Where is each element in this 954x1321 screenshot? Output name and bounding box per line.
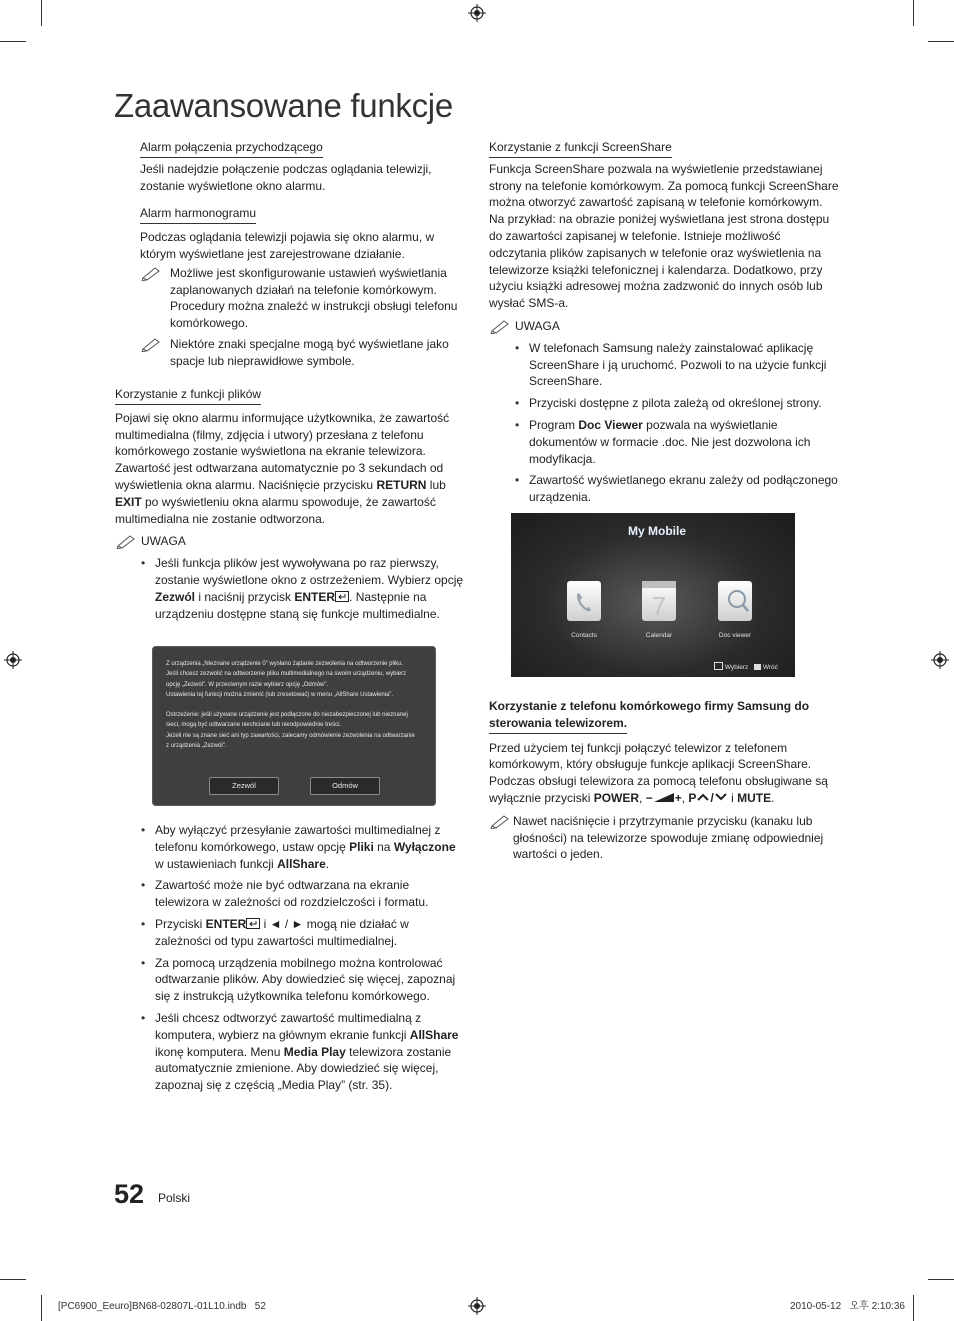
note-heading: UWAGA	[115, 533, 465, 550]
section-heading-alarm-schedule: Alarm harmonogramu	[140, 205, 256, 224]
svg-text:7: 7	[651, 591, 667, 621]
allow-button[interactable]: Zezwól	[209, 777, 279, 795]
section-heading-files: Korzystanie z funkcji plików	[115, 386, 261, 405]
list-item: • Program Doc Viewer pozwala na wyświetlanie dokumentów w formacie .doc. Nie jest dozwolona ich modyfikacja.	[489, 417, 839, 467]
list-item: • Zawartość może nie być odtwarzana na ekranie telewizora w zależności od rozdzielczości i formatu.	[115, 877, 465, 911]
permission-dialog	[152, 646, 436, 806]
right-column	[489, 139, 839, 511]
section-heading-control: Korzystanie z telefonu komórkowego firmy Samsung do sterowania telewizorem.	[489, 698, 839, 734]
screenshare-text: Funkcja ScreenShare pozwala na wyświetlenie przedstawianej strony na telefonie komórkowym. Za pomocą funkcji ScreenShare można otworzyć zawartość zapisaną w telefonie komórkowym. Na przykład: na obrazie poniżej wyświetlana jest strona dostępu do zawartości zapisanej w telefonie. Istnieje możliwość odczytania plików zapisanych w telefonie oraz wyświetlenia na telewizorze książki telefonicznej i kalendarza. Dodatkowo, przy użyciu książki adresowej można zadzwonić do innych osób lub wysłać SMS-a.	[489, 161, 839, 311]
list-item: • Przyciski dostępne z pilota zależą od określonej strony.	[489, 395, 839, 412]
note-text: Nawet naciśnięcie i przytrzymanie przycisku (kanaku lub głośności) na telewizorze spowoduje zmianę odpowiedniej wartości o jeden.	[513, 813, 824, 862]
crop-mark	[0, 1279, 26, 1280]
my-mobile-title: My Mobile	[628, 524, 687, 538]
print-date: 2010-05-12 오후 2:10:36	[790, 1301, 905, 1312]
doc-viewer-app[interactable]	[718, 581, 752, 621]
registration-mark-icon	[468, 1297, 486, 1315]
bullet-list	[115, 555, 465, 622]
back-hint: Wróć	[754, 660, 778, 677]
crop-mark	[913, 1295, 914, 1321]
list-item: • Zawartość wyświetlanego ekranu zależy od podłączonego urządzenia.	[489, 472, 839, 506]
alarm-call-text: Jeśli nadejdzie połączenie podczas oglądania telewizji, zostanie wyświetlone okno alarmu.	[140, 161, 432, 193]
volume-icon	[653, 792, 675, 803]
bullet-list	[489, 340, 839, 506]
list-item: • Przyciski ENTER i ◄ / ► mogą nie działać w zależności od typu zawartości multimedialnej.	[115, 916, 465, 950]
right-column-control	[489, 698, 839, 863]
list-item: • Za pomocą urządzenia mobilnego można kontrolować odtwarzanie plików. Aby dowiedzieć się więcej, zapoznaj się z instrukcją użytkownika telefonu komórkowego.	[115, 955, 465, 1005]
magnifier-icon	[718, 581, 752, 621]
note	[140, 336, 465, 370]
return-icon	[754, 664, 761, 670]
print-file-info: [PC6900_Eeuro]BN68-02807L-01L10.indb 52	[58, 1301, 266, 1312]
crop-mark	[41, 1295, 42, 1321]
note	[489, 813, 839, 863]
chevron-up-icon	[696, 792, 710, 802]
pen-note-icon	[489, 813, 511, 829]
control-text: Przed użyciem tej funkcji połączyć telewizor z telefonem komórkowym, który obsługuje funkcje aplikacji ScreenShare. Podczas obsługi telewizora za pomocą telefonu obsługiwane są wyłącznie przyciski POWER, − +, P / i MUTE.	[489, 740, 828, 805]
registration-mark-icon	[468, 4, 486, 22]
note	[140, 265, 465, 332]
dialog-message: Z urządzenia „Nieznane urządzenie 0” wysłano żądanie zezwolenia na odtworzenie pliku. Jeśli chcesz zezwolić na odtworzenie pliku multimedialnego na swoim urządzeniu, wybierz opcję „Zezwól”. W przeciwnym razie wybierz opcję „Odmów”. Ustawienia tej funkcji można zmienić (lub zresetować) w menu „AllShare Ustawienia”. Ostrzeżenie: jeśli używane urządzenie jest podłączone do niezabezpieczonej lub nieznanej sieci, mogą być odtwarzane niechciane lub nieodpowiednie treści. Jeżeli nie są znane sieć ani typ zawartości, zalecamy odmówienie zezwolenia na odtwarzanie z urządzenia „Zezwól”.	[166, 661, 415, 750]
left-column-files	[115, 386, 465, 627]
left-column	[140, 139, 465, 370]
files-text: Pojawi się okno alarmu informujące użytkownika, że zawartość multimedialna (filmy, zdjęcia i utwory) przesłana z telefonu komórkowego zostanie wyświetlona na ekranie telewizora. Zawartość jest odtwarzana automatycznie po 3 sekundach od wyświetlenia okna alarmu. Naciśnięcie przycisku RETURN lub EXIT po wyświetleniu okna alarmu spowoduje, że zawartość multimedialna nie zostanie odtworzona.	[115, 410, 450, 526]
list-item: • Jeśli chcesz odtworzyć zawartość multimedialną z komputera, wybierz na głównym ekranie funkcji AllShare ikonę komputera. Menu Media Play telewizora zostanie automatycznie zmienione. Aby dowiedzieć się więcej, zapoznaj się z częścią „Media Play” (str. 35).	[115, 1010, 465, 1094]
enter-icon	[246, 918, 260, 929]
registration-mark-icon	[4, 651, 22, 669]
pen-note-icon	[489, 318, 511, 334]
language-label: Polski	[158, 1191, 191, 1205]
list-item: • W telefonach Samsung należy zainstalować aplikację ScreenShare i ją uruchomć. Pozwoli to na użycie funkcji ScreenShare.	[489, 340, 839, 390]
crop-mark	[913, 0, 914, 26]
crop-mark	[41, 0, 42, 26]
bullet-list	[115, 822, 465, 1094]
section-heading-screenshare: Korzystanie z funkcji ScreenShare	[489, 139, 672, 158]
enter-icon	[335, 591, 349, 602]
chevron-down-icon	[714, 792, 728, 802]
pen-note-icon	[140, 265, 162, 281]
pen-note-icon	[140, 336, 162, 352]
select-hint: Wybierz	[714, 660, 748, 677]
doc-viewer-label: Doc viewer	[718, 632, 752, 639]
list-item: • Aby wyłączyć przesyłanie zawartości multimedialnej z telefonu komórkowego, ustaw opcję Pliki na Wyłączone w ustawieniach funkcji AllShare.	[115, 822, 465, 872]
enter-icon	[714, 662, 723, 670]
calendar-icon	[642, 581, 676, 621]
deny-button[interactable]: Odmów	[310, 777, 380, 795]
registration-mark-icon	[931, 651, 949, 669]
alarm-schedule-text: Podczas oglądania telewizji pojawia się okno alarmu, w którym wyświetlane jest zarejestrowane działanie.	[140, 230, 435, 261]
note-text: Możliwe jest skonfigurowanie ustawień wyświetlania zaplanowanych działań na telefonie komórkowym. Procedury można znaleźć w instrukcji obsługi telefonu komórkowego.	[170, 265, 458, 331]
pen-note-icon	[115, 533, 137, 549]
contacts-label: Contacts	[571, 632, 597, 639]
contacts-app[interactable]	[567, 581, 601, 621]
calendar-label: Calendar	[645, 632, 673, 639]
note-text: Niektóre znaki specjalne mogą być wyświetlane jako spacje lub nieprawidłowe symbole.	[170, 336, 449, 368]
crop-mark	[928, 1279, 954, 1280]
crop-mark	[0, 41, 26, 42]
note-heading: UWAGA	[489, 318, 839, 335]
page-title: Zaawansowane funkcje	[114, 87, 453, 124]
phone-icon	[567, 581, 601, 621]
left-column-bullets	[115, 822, 465, 1099]
crop-mark	[928, 41, 954, 42]
my-mobile-screen	[511, 513, 795, 677]
calendar-app[interactable]	[642, 581, 676, 621]
page-number: 52	[114, 1179, 145, 1209]
list-item: • Jeśli funkcja plików jest wywoływana po raz pierwszy, zostanie wyświetlone okno z ostrzeżeniem. Wybierz opcję Zezwól i naciśnij przycisk ENTER . Następnie na urządzeniu dostępne staną się funkcje multimedialne.	[115, 555, 465, 622]
section-heading-alarm-call: Alarm połączenia przychodzącego	[140, 139, 323, 158]
